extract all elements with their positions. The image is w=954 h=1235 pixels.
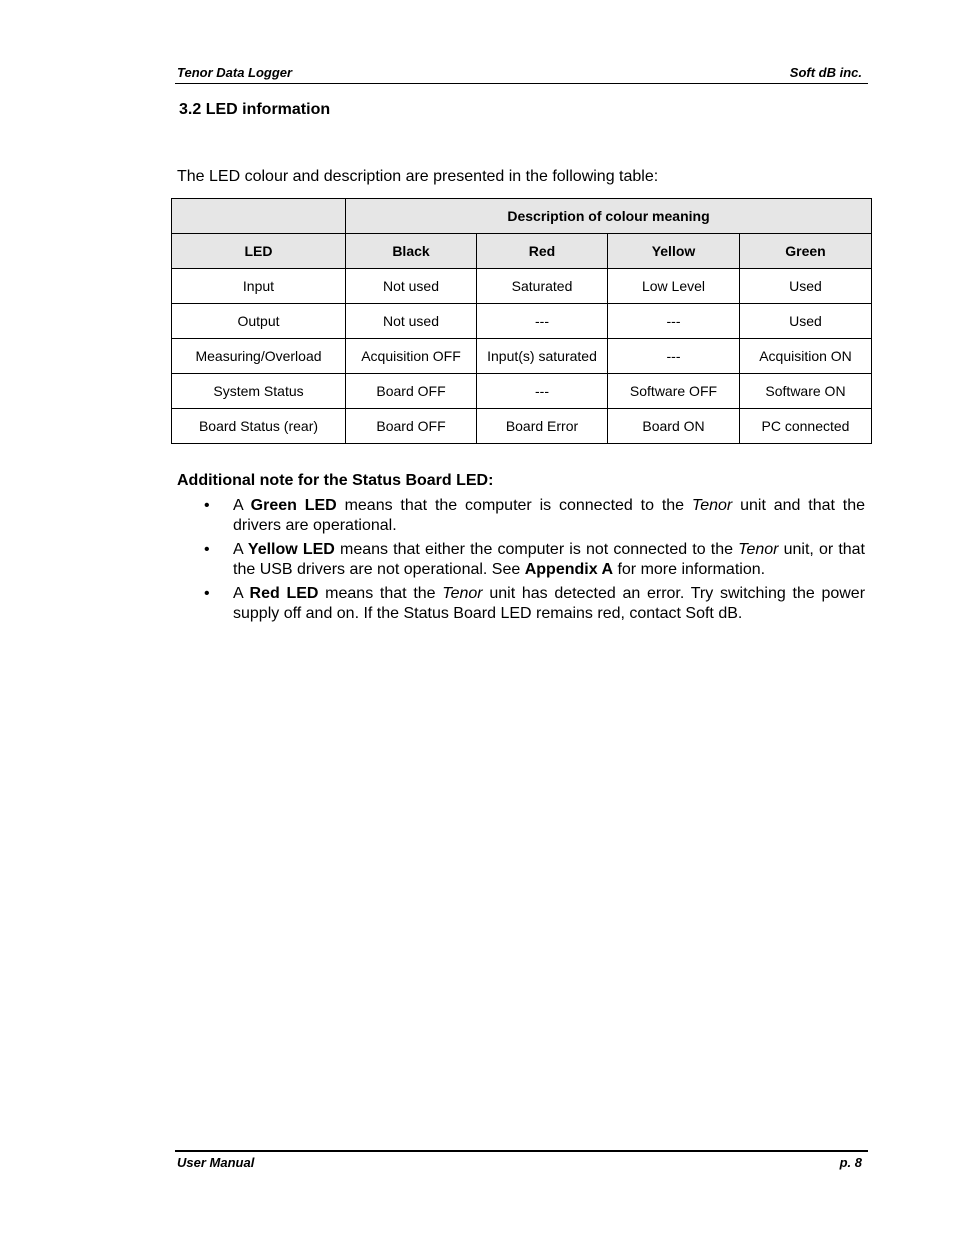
table-cell: Not used — [346, 269, 477, 304]
column-header-yellow: Yellow — [608, 234, 740, 269]
header-document-title: Tenor Data Logger — [177, 65, 293, 80]
page-number: p. 8 — [839, 1155, 862, 1170]
note-text: unit and that the drivers are operational. — [233, 497, 866, 534]
table-cell: Board ON — [608, 409, 740, 444]
table-cell: Used — [740, 269, 872, 304]
page-footer — [175, 1150, 868, 1174]
table-cell: --- — [477, 374, 608, 409]
note-text: means that the — [318, 585, 443, 602]
table-cell: Board Error — [477, 409, 608, 444]
list-item — [177, 584, 865, 624]
note-text: unit has detected an error. Try switching the power supply off and on. If the Status Board LED remains red, contact Soft dB. — [233, 585, 866, 622]
bullet-icon: • — [204, 585, 210, 602]
table-cell: Software OFF — [608, 374, 740, 409]
table-cell: --- — [608, 339, 740, 374]
table-cell: Acquisition OFF — [346, 339, 477, 374]
table-cell: System Status — [172, 374, 346, 409]
table-row — [172, 304, 872, 339]
table-row — [172, 409, 872, 444]
table-cell: Used — [740, 304, 872, 339]
table-cell: Not used — [346, 304, 477, 339]
table-cell: Low Level — [608, 269, 740, 304]
note-text: means that either the computer is not connected to the — [334, 541, 739, 558]
column-header-black: Black — [346, 234, 477, 269]
footer-document-type: User Manual — [177, 1155, 255, 1170]
table-row — [172, 269, 872, 304]
table-empty-corner — [172, 199, 346, 234]
note-text: unit, or that the USB drivers are not operational. See — [233, 541, 866, 578]
column-header-led: LED — [172, 234, 346, 269]
column-header-red: Red — [477, 234, 608, 269]
table-cell: Board OFF — [346, 374, 477, 409]
list-item — [177, 540, 865, 580]
note-bold: Red LED — [249, 585, 319, 602]
table-group-header: Description of colour meaning — [346, 199, 872, 234]
note-text: means that the computer is connected to the — [336, 497, 692, 514]
note-text: A — [233, 497, 251, 514]
table-cell: Acquisition ON — [740, 339, 872, 374]
intro-paragraph: The LED colour and description are presented in the following table: — [177, 168, 659, 185]
page-header — [175, 63, 868, 84]
note-title: Additional note for the Status Board LED: — [177, 472, 494, 489]
table-cell: Board OFF — [346, 409, 477, 444]
notes-list — [177, 496, 865, 628]
note-bold: Green LED — [250, 497, 337, 514]
note-italic: Tenor — [442, 585, 483, 602]
note-bold: Appendix A — [524, 561, 614, 578]
list-item — [177, 496, 865, 536]
note-text: A — [233, 541, 248, 558]
column-header-green: Green — [740, 234, 872, 269]
note-text: A — [233, 585, 250, 602]
bullet-icon: • — [204, 497, 210, 514]
table-cell: Output — [172, 304, 346, 339]
table-cell: Measuring/Overload — [172, 339, 346, 374]
table-cell: Saturated — [477, 269, 608, 304]
section-title: 3.2 LED information — [179, 101, 331, 118]
table-cell: Board Status (rear) — [172, 409, 346, 444]
note-text: for more information. — [613, 561, 766, 578]
table-row — [172, 374, 872, 409]
table-header-row — [172, 234, 872, 269]
table-cell: --- — [608, 304, 740, 339]
table-cell: Input — [172, 269, 346, 304]
bullet-icon: • — [204, 541, 210, 558]
table-cell: Input(s) saturated — [477, 339, 608, 374]
led-table — [171, 198, 872, 444]
table-cell: Software ON — [740, 374, 872, 409]
table-cell: --- — [477, 304, 608, 339]
header-company: Soft dB inc. — [789, 65, 862, 80]
table-cell: PC connected — [740, 409, 872, 444]
table-group-header-row — [172, 199, 872, 234]
table-row — [172, 339, 872, 374]
note-italic: Tenor — [691, 497, 733, 514]
note-bold: Yellow LED — [247, 541, 335, 558]
note-italic: Tenor — [738, 541, 779, 558]
